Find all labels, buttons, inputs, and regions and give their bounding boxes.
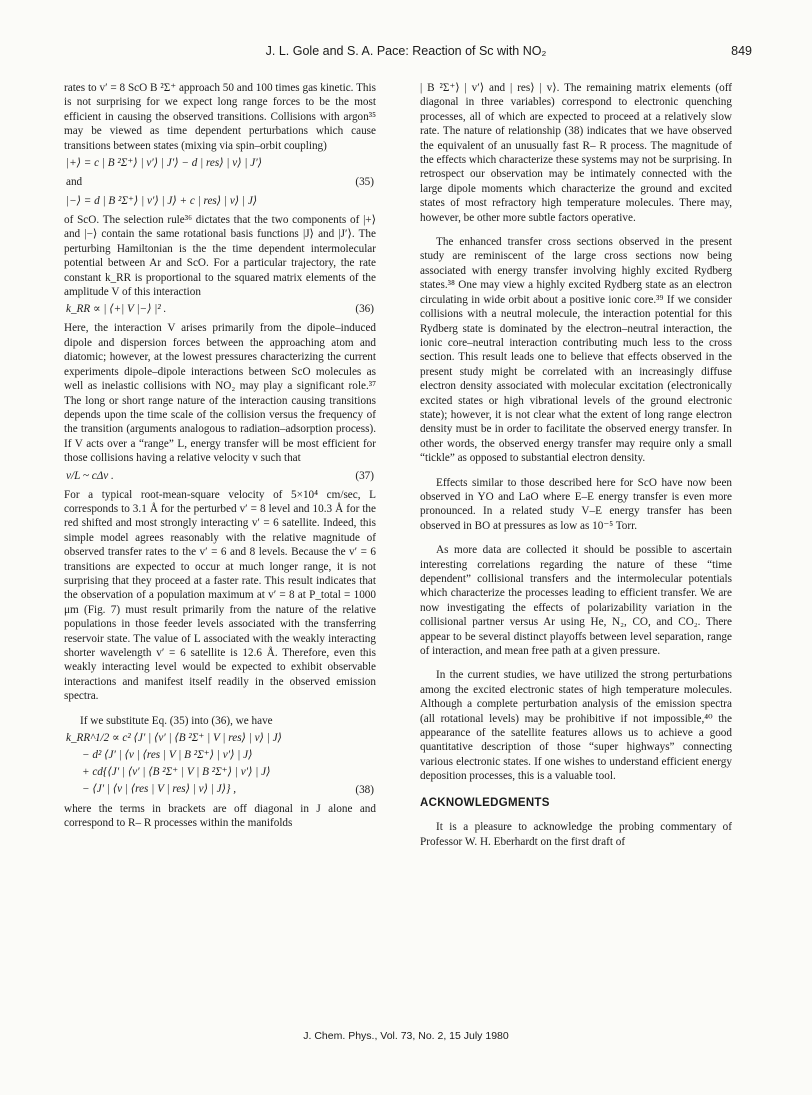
right-column (420, 81, 732, 849)
equation-line: k_RR^1/2 ∝ c² ⟨J′ | ⟨v′ | ⟨B ²Σ⁺ | V | res⟩ | v⟩ | J⟩ (66, 732, 282, 745)
paragraph: | B ²Σ⁺⟩ | v′⟩ and | res⟩ | v⟩. The remaining matrix elements (off diagonal in three variables) correspond to electronic quenching processes, all of which are expected to proceed at a relatively slow rate. The nature of relationship (38) indicates that we have observed the equivalent of an unusually fast R– R process. The magnitude of the effects which characterize these systems may not be surprising. In retrospect our observation may be intimately connected with the large dipole moments which characterize the ground and excited states of most refractory high temperature molecules. There may, however, be other more subtle factors operative. (420, 82, 733, 224)
paragraph: If we substitute Eq. (35) into (36), we have (80, 714, 273, 727)
paragraph: where the terms in brackets are off diagonal in J alone and correspond to R– R processes within the manifolds (64, 803, 376, 830)
equation-line: + cd{⟨J′ | ⟨v′ | ⟨B ²Σ⁺ | V | B ²Σ⁺⟩ | v′⟩ | J⟩ (82, 766, 271, 779)
paragraph: Effects similar to those described here for ScO have now been observed in YO and LaO where E–E energy transfer is even more pronounced. In a related study V–E energy transfer has been observed in BO at pressures as low as 10⁻⁵ Torr. (420, 476, 732, 532)
equation-number: (36) (355, 303, 374, 316)
equation-38 (64, 731, 376, 799)
equation-35b (64, 194, 376, 210)
and-line (64, 175, 376, 191)
equation-number: (35) (355, 176, 374, 189)
paragraph: Here, the interaction V arises primarily from the dipole–induced dipole and dispersion forces between the approaching atom and diatomic; however, at the lowest pressures characterizing the current experiments dipole–dipole interactions between ScO molecules as well as inelastic collisions with NO₂ may play a significant role.³⁷ The long or short range nature of the interaction causing transitions depends upon the time scale of the collision versus the frequency of the transition (arguments analogous to radiation–adsorption process). If V acts over a “range” L, energy transfer will be most efficient for those collisions having a relative velocity v such that (64, 322, 376, 465)
equation-35a (64, 156, 376, 172)
paragraph: of ScO. The selection rule³⁶ dictates that the two components of |+⟩ and |−⟩ contain the same rotational basis functions |J⟩ and |J′⟩. The perturbing Hamiltonian is the the time dependent intermolecular potential between Ar and ScO. For a particular trajectory, the rate constant k_RR is proportional to the squared matrix elements of the amplitude V of this interaction (64, 214, 376, 299)
journal-citation: J. Chem. Phys., Vol. 73, No. 2, 15 July 1980 (303, 1030, 509, 1042)
running-title: J. L. Gole and S. A. Pace: Reaction of Sc with NO₂ (265, 44, 547, 58)
equation-text: k_RR ∝ | ⟨+| V |−⟩ |² . (66, 303, 167, 316)
equation-36 (64, 302, 376, 318)
paragraph: It is a pleasure to acknowledge the probing commentary of Professor W. H. Eberhardt on the first draft of (420, 821, 732, 848)
equation-text: |−⟩ = d | B ²Σ⁺⟩ | v′⟩ | J⟩ + c | res⟩ | v⟩ | J⟩ (66, 195, 258, 208)
left-column (64, 81, 376, 831)
paragraph: As more data are collected it should be possible to ascertain interesting correlations regarding the nature of these “time dependent” collisional transfers and the intermolecular potentials which characterize the processes leading to efficient transfer. We are now investigating the effects of polarizability variation in the collisional partner versus Ar using He, N₂, CO, and CO₂. There appear to be several distinct playoffs between level separation, range of interaction, and mean free path at a given pressure. (420, 544, 732, 658)
equation-number: (38) (355, 783, 374, 796)
paragraph: For a typical root-mean-square velocity of 5×10⁴ cm/sec, L corresponds to 3.1 Å for the perturbed v′ = 8 level and 10.3 Å for the red shifted and most strongly interacting v′ = 6 satellite. Indeed, this simple model agrees reasonably with the relative magnitude of observed transfer rates to the v′ = 6 and 8 levels. Because the v′ = 6 transitions are expected to occur at much longer range, it is not surprising that they proceed at a faster rate. This result indicates that the observation of a population maximum at v′ = 8 at P_total = 1000 μm (Fig. 7) must result primarily from the nature of the relative populations in those feeder levels associated with the transferring reservoir state. The value of L associated with the weakly interacting shorter wavelength v′ = 6 satellite is 12.6 Å. Therefore, even this weakly interacting level would be expected to exhibit observable interactions and manifest itself readily in the observed emission spectra. (64, 488, 376, 703)
paragraph: rates to v′ = 8 ScO B ²Σ⁺ approach 50 and 100 times gas kinetic. This is not surprising for we expect long range forces to be the most efficient in causing the observed transitions. Collisions with argon³⁵ may be viewed as time dependent perturbations which cause transitions between states (mixing via spin–orbit coupling) (64, 82, 376, 152)
equation-text: v/L ~ cΔν . (66, 469, 114, 482)
running-head (60, 44, 752, 62)
equation-line: − ⟨J′ | ⟨v | ⟨res | V | res⟩ | v⟩ | J⟩} , (82, 783, 237, 796)
equation-text: |+⟩ = c | B ²Σ⁺⟩ | v′⟩ | J′⟩ − d | res⟩ | v⟩ | J′⟩ (66, 157, 263, 170)
paragraph: The enhanced transfer cross sections observed in the present study are reminiscent of the large cross sections now being associated with energy transfer involving highly excited Rydberg states.³⁸ One may view a highly excited Rydberg state as an electron circulating in wide orbit about a positive ionic core.³⁹ If we consider collisions with a neutral molecule, the interaction potential for this Rydberg state is dominated by the electron–neutral interaction, the ionic core–neutral interaction contributing much less to the cross section. This result leads one to believe that effects observed in the present study might be correlated with an increasingly diffuse electron density associated with molecular excitation (electronically excited states or high vibrational levels of the ground electronic state); however, it is not clear what the extent of long range electron density must be in order to facilitate the observed energy transfer. In other words, the observed energy transfer may require only a small “tickle” as opposed to substantial electron density. (420, 236, 732, 465)
equation-line: − d² ⟨J′ | ⟨v | ⟨res | V | B ²Σ⁺⟩ | v′⟩ | J⟩ (82, 749, 253, 762)
equation-37 (64, 469, 376, 485)
page-number: 849 (731, 44, 752, 58)
paragraph: In the current studies, we have utilized the strong perturbations among the excited electronic states of high temperature molecules. Although a complete perturbation analysis of the emission spectra (all rotational levels) may be prohibitive if not impossible,⁴⁰ the appearance of the satellite features allows us to achieve a good quantitative description of those “super highways” connecting various electronic states. If one wishes to understand efficient energy deposition processes, this is a valuable tool. (420, 669, 732, 783)
acknowledgments-heading: ACKNOWLEDGMENTS (420, 796, 550, 809)
and-word: and (66, 176, 83, 189)
equation-number: (37) (355, 469, 374, 482)
